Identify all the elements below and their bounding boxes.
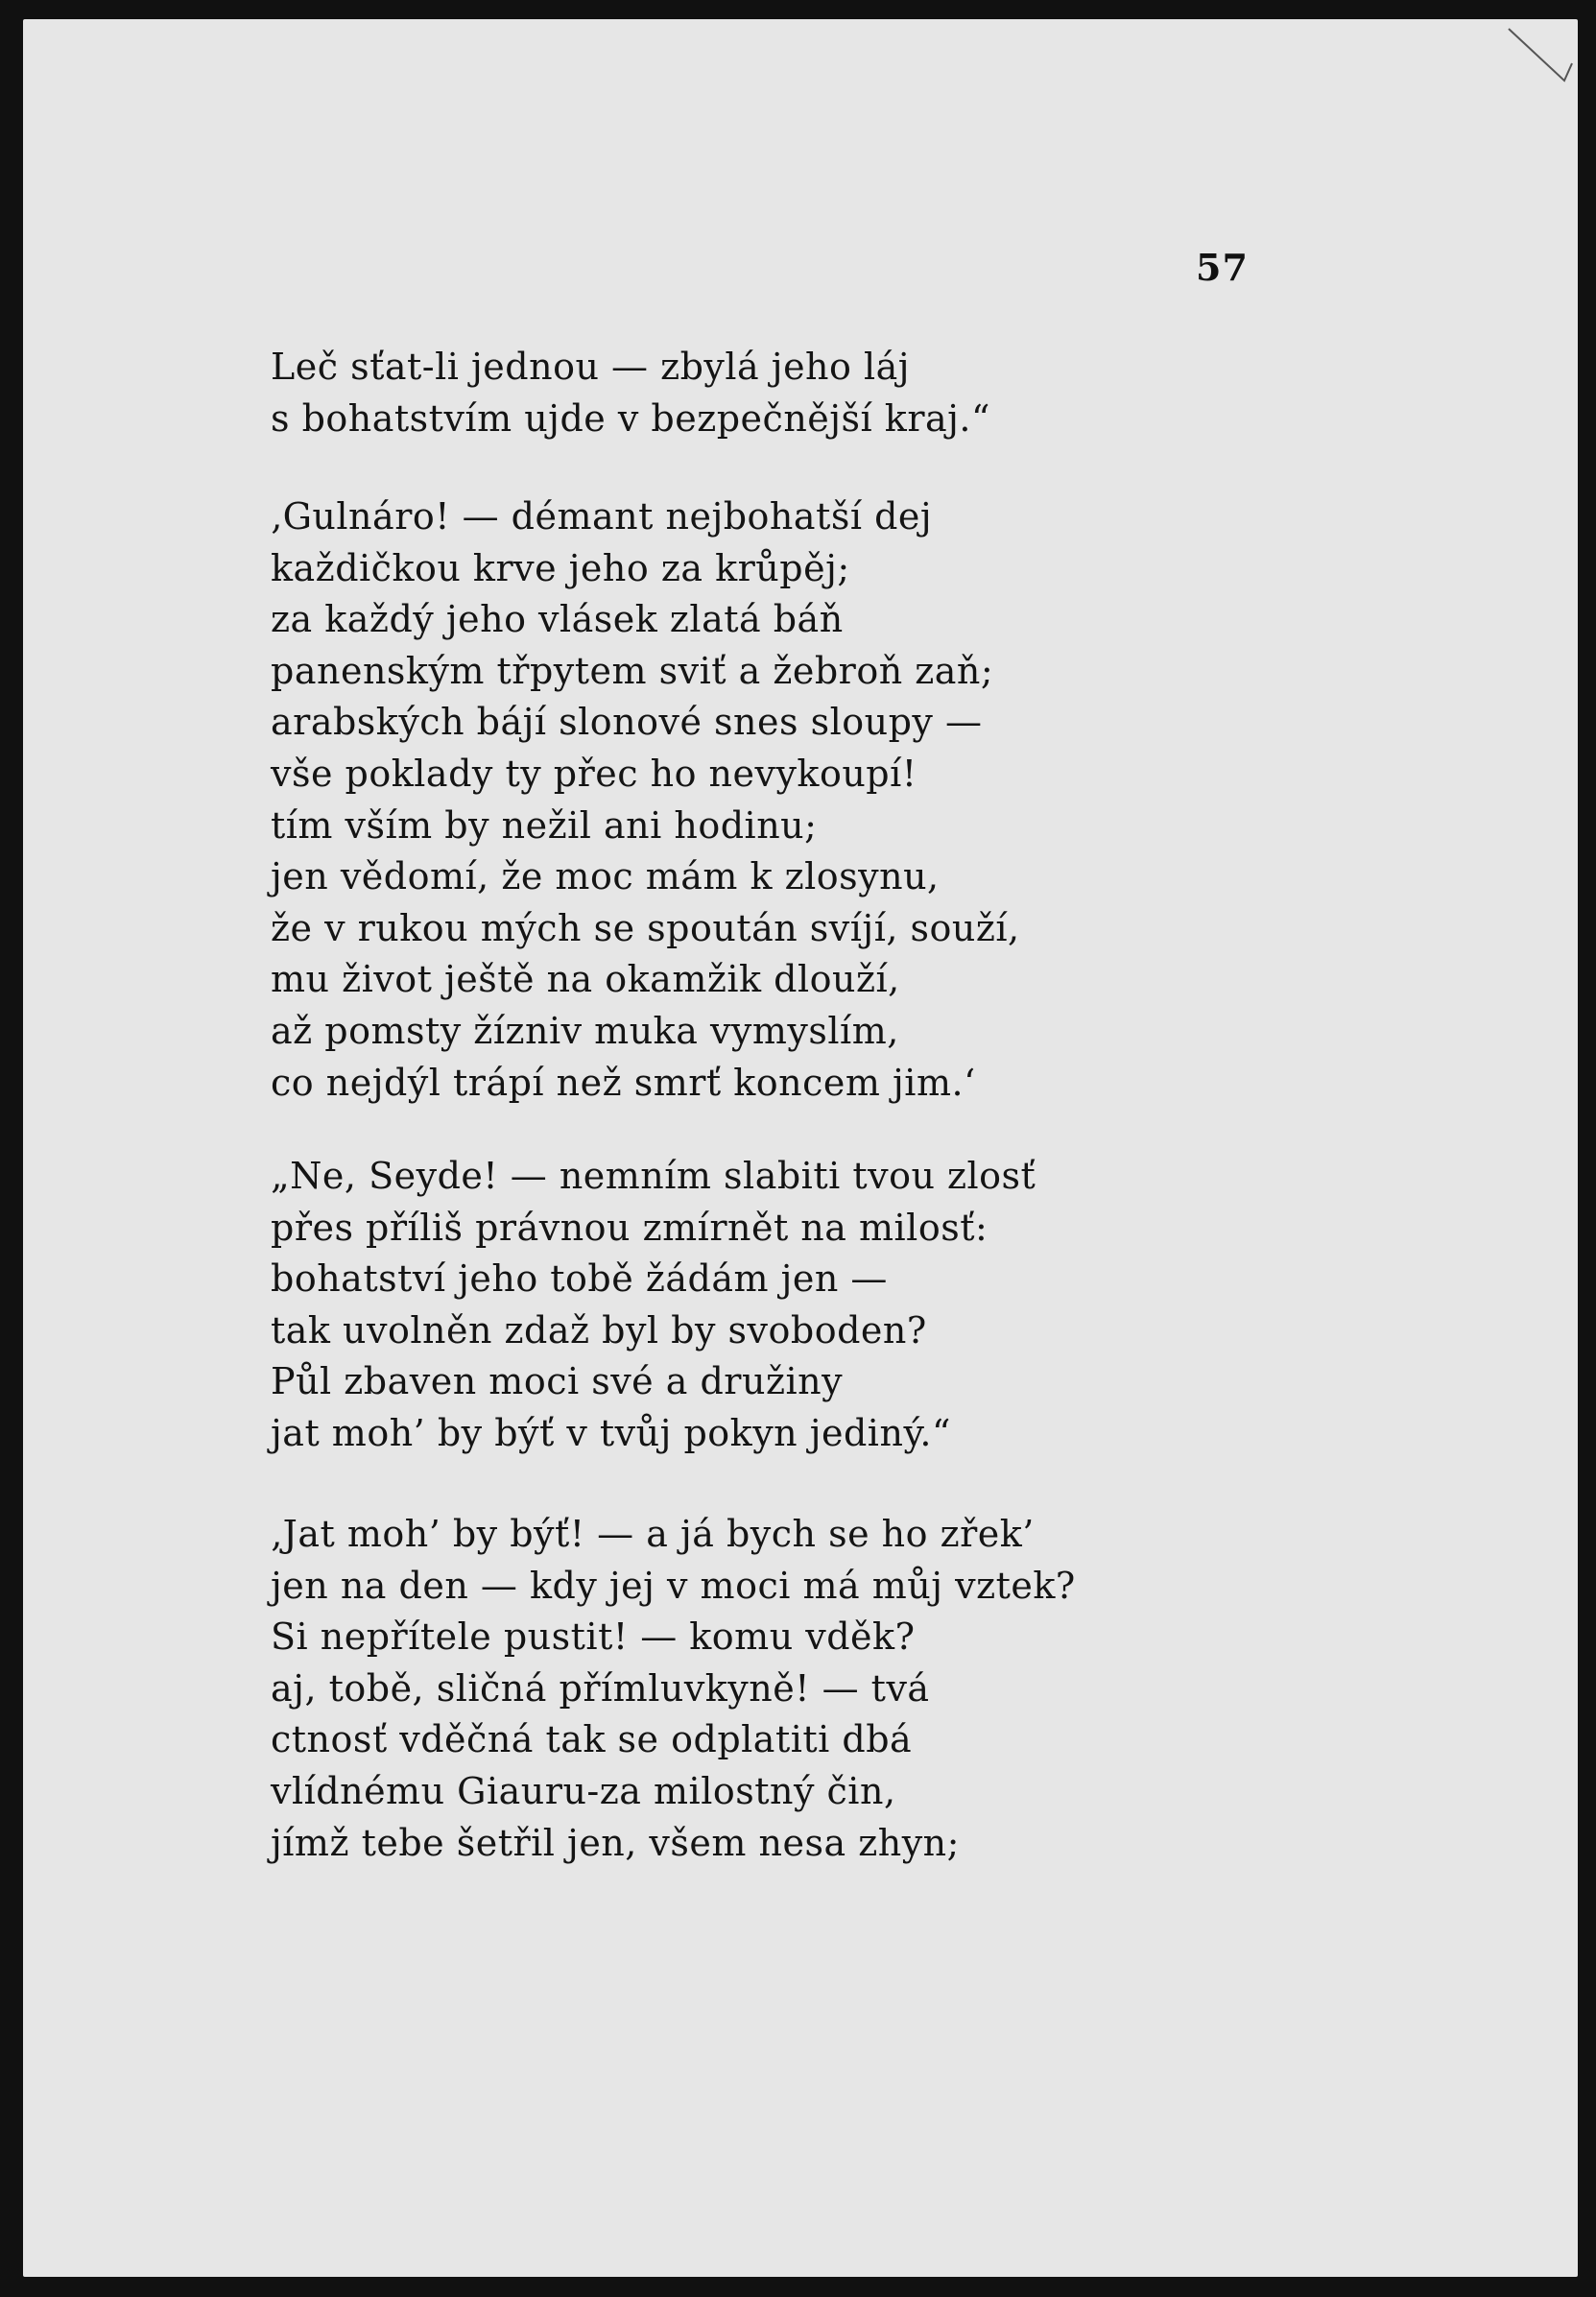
- poem-line: vše poklady ty přec ho nevykoupí!: [271, 752, 917, 795]
- stanza-3: [271, 1151, 1036, 1460]
- poem-line: Půl zbaven moci své a družiny: [271, 1360, 844, 1403]
- poem-line: aj, tobě, sličná přímluvkyně! — tvá: [271, 1666, 930, 1710]
- poem-line: každičkou krve jeho za krůpěj;: [271, 546, 850, 589]
- poem-line: Si nepřítele pustit! — komu vděk?: [271, 1615, 916, 1659]
- poem-line: arabských bájí slonové snes sloupy —: [271, 701, 983, 744]
- poem-line: jen na den — kdy jej v moci má můj vztek?: [271, 1564, 1076, 1607]
- poem-line: mu život ještě na okamžik dlouží,: [271, 958, 900, 1001]
- poem-line: jen vědomí, že moc mám k zlosynu,: [271, 855, 940, 898]
- stanza-2: [271, 491, 1020, 1109]
- folded-corner-mark: [1507, 25, 1574, 102]
- poem-line: panenským třpytem sviť a žebroň zaň;: [271, 649, 994, 692]
- stanza-1: [271, 342, 990, 444]
- poem-line: bohatství jeho tobě žádám jen —: [271, 1257, 888, 1301]
- poem-line: tak uvolněn zdaž byl by svoboden?: [271, 1308, 927, 1352]
- poem-line: s bohatstvím ujde v bezpečnější kraj.“: [271, 396, 990, 440]
- poem-line: přes příliš právnou zmírnět na milosť:: [271, 1206, 989, 1249]
- page-number: 57: [1196, 246, 1249, 289]
- poem-line: co nejdýl trápí než smrť koncem jim.‘: [271, 1061, 976, 1104]
- poem-line: ctnosť vděčná tak se odplatiti dbá: [271, 1718, 913, 1761]
- poem-line: tím vším by nežil ani hodinu;: [271, 803, 818, 847]
- poem-line: jat moh’ by býť v tvůj pokyn jediný.“: [271, 1411, 951, 1454]
- poem-line: Leč sťat-li jednou — zbylá jeho láj: [271, 346, 911, 388]
- poem-line: že v rukou mých se spoután svíjí, souží,: [271, 906, 1020, 949]
- poem-line: až pomsty žízniv muka vymyslím,: [271, 1009, 899, 1052]
- poem-line: vlídnému Giauru-za milostný čin,: [271, 1769, 896, 1812]
- poem-line: „Ne, Seyde! — nemním slabiti tvou zlosť: [271, 1155, 1036, 1197]
- poem-line: jímž tebe šetřil jen, všem nesa zhyn;: [271, 1821, 960, 1864]
- poem-line: za každý jeho vlásek zlatá báň: [271, 598, 844, 641]
- book-page: [23, 19, 1578, 2277]
- poem-line: ‚Gulnáro! — démant nejbohatší dej: [271, 495, 933, 538]
- poem-line: ‚Jat moh’ by býť! — a já bych se ho zřek’: [271, 1513, 1035, 1555]
- stanza-4: [271, 1509, 1076, 1869]
